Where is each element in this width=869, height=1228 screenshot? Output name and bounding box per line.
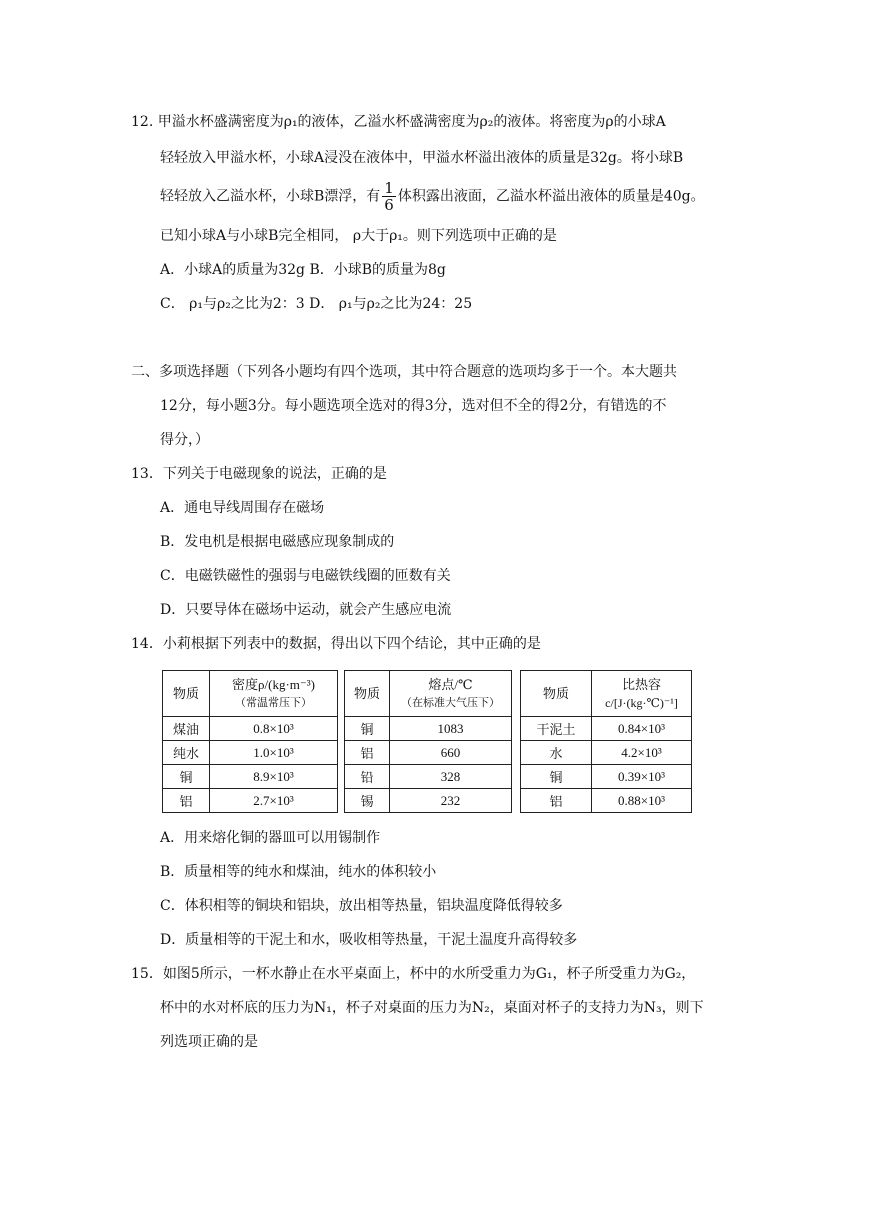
table-cell: 8.9×10³ xyxy=(210,765,338,789)
table-header: 物质 xyxy=(521,671,592,717)
table-cell: 水 xyxy=(521,741,592,765)
q13-option-d: D．只要导体在磁场中运动，就会产生感应电流 xyxy=(160,602,452,618)
q13-option-c: C．电磁铁磁性的强弱与电磁铁线圈的匝数有关 xyxy=(160,568,451,584)
table-cell: 1083 xyxy=(390,717,512,741)
q15-line3: 列选项正确的是 xyxy=(160,1034,258,1050)
table-row xyxy=(345,741,512,765)
table-row xyxy=(163,789,338,813)
table-row xyxy=(163,765,338,789)
table-cell: 锡 xyxy=(345,789,390,813)
table-row xyxy=(345,717,512,741)
section2-line1: 二、多项选择题（下列各小题均有四个选项，其中符合题意的选项均多于一个。本大题共 xyxy=(131,364,677,380)
table-cell: 660 xyxy=(390,741,512,765)
fraction-numerator: 1 xyxy=(384,179,394,197)
table-cell: 0.88×10³ xyxy=(592,789,692,813)
table-cell: 铜 xyxy=(345,717,390,741)
q15-line1: 15．如图5所示，一杯水静止在水平桌面上，杯中的水所受重力为G₁，杯子所受重力为G₂， xyxy=(131,966,696,982)
q12-line3 xyxy=(160,180,705,213)
table-header-sub: （在标准大气压下） xyxy=(401,696,500,709)
table-cell: 0.84×10³ xyxy=(592,717,692,741)
table-header-main: 比热容 xyxy=(621,676,661,692)
q13-option-b: B．发电机是根据电磁感应现象制成的 xyxy=(160,534,395,550)
melting-point-table xyxy=(344,670,512,813)
table-row xyxy=(345,789,512,813)
table-header-main: 熔点/℃ xyxy=(428,676,473,692)
table-row xyxy=(521,789,692,813)
section2-line3: 得分，） xyxy=(160,432,209,448)
table-cell: 铅 xyxy=(345,765,390,789)
table-header xyxy=(592,671,692,717)
table-row xyxy=(163,741,338,765)
density-table xyxy=(162,670,338,813)
table-header xyxy=(210,671,338,717)
q12-line1 xyxy=(131,112,666,132)
table-cell: 4.2×10³ xyxy=(592,741,692,765)
q14-stem: 14．小莉根据下列表中的数据，得出以下四个结论，其中正确的是 xyxy=(131,636,541,652)
q13-stem: 13．下列关于电磁现象的说法，正确的是 xyxy=(131,466,387,482)
specific-heat-table xyxy=(520,670,692,813)
table-row xyxy=(163,717,338,741)
q12-options-cd: C． ρ₁与ρ₂之比为2：3 D． ρ₁与ρ₂之比为24：25 xyxy=(160,296,473,312)
fraction-denominator: 6 xyxy=(384,196,394,214)
q12-options-ab: A．小球A的质量为32g B．小球B的质量为8g xyxy=(160,262,446,278)
q15-line2: 杯中的水对杯底的压力为N₁，杯子对桌面的压力为N₂，桌面对杯子的支持力为N₃，则下 xyxy=(160,1000,704,1016)
table-cell: 0.8×10³ xyxy=(210,717,338,741)
table-cell: 干泥土 xyxy=(521,717,592,741)
table-cell: 2.7×10³ xyxy=(210,789,338,813)
q12-line2: 轻轻放入甲溢水杯，小球A浸没在液体中，甲溢水杯溢出液体的质量是32g。将小球B xyxy=(160,150,684,166)
table-header: 物质 xyxy=(345,671,390,717)
table-row xyxy=(521,717,692,741)
table-header-sub: （常温常压下） xyxy=(235,696,312,709)
q14-option-d: D．质量相等的干泥土和水，吸收相等热量，干泥土温度升高得较多 xyxy=(160,932,578,948)
q12-text-1: 甲溢水杯盛满密度为ρ₁的液体，乙溢水杯盛满密度为ρ₂的液体。将密度为ρ的小球A xyxy=(157,114,666,130)
table-header xyxy=(390,671,512,717)
q12-line4: 已知小球A与小球B完全相同， ρ大于ρ₁。则下列选项中正确的是 xyxy=(160,228,557,244)
table-cell: 铝 xyxy=(163,789,210,813)
q14-option-a: A．用来熔化铜的器皿可以用锡制作 xyxy=(160,830,381,846)
table-cell: 1.0×10³ xyxy=(210,741,338,765)
table-cell: 煤油 xyxy=(163,717,210,741)
table-header-main: 密度ρ/(kg·m⁻³) xyxy=(232,676,315,692)
table-cell: 328 xyxy=(390,765,512,789)
q14-option-b: B．质量相等的纯水和煤油，纯水的体积较小 xyxy=(160,864,437,880)
table-cell: 铜 xyxy=(521,765,592,789)
table-cell: 铝 xyxy=(521,789,592,813)
q14-option-c: C．体积相等的铜块和铝块，放出相等热量，铝块温度降低得较多 xyxy=(160,898,563,914)
table-cell: 纯水 xyxy=(163,741,210,765)
table-header-sub: c/[J·(kg·℃)⁻¹] xyxy=(605,695,678,710)
section2-line2: 12分，每小题3分。每小题选项全选对的得3分，选对但不全的得2分，有错选的不 xyxy=(160,398,667,414)
table-cell: 0.39×10³ xyxy=(592,765,692,789)
q12-number: 12. xyxy=(131,114,154,130)
table-row xyxy=(345,765,512,789)
q12-text-3a: 轻轻放入乙溢水杯，小球B漂浮，有 xyxy=(160,188,381,205)
table-cell: 铝 xyxy=(345,741,390,765)
q13-option-a: A．通电导线周围存在磁场 xyxy=(160,500,325,516)
fraction-one-sixth xyxy=(382,180,396,213)
q12-text-3b: 体积露出液面，乙溢水杯溢出液体的质量是40g。 xyxy=(397,188,705,205)
table-header: 物质 xyxy=(163,671,210,717)
table-cell: 232 xyxy=(390,789,512,813)
table-row xyxy=(521,741,692,765)
table-cell: 铜 xyxy=(163,765,210,789)
table-row xyxy=(521,765,692,789)
